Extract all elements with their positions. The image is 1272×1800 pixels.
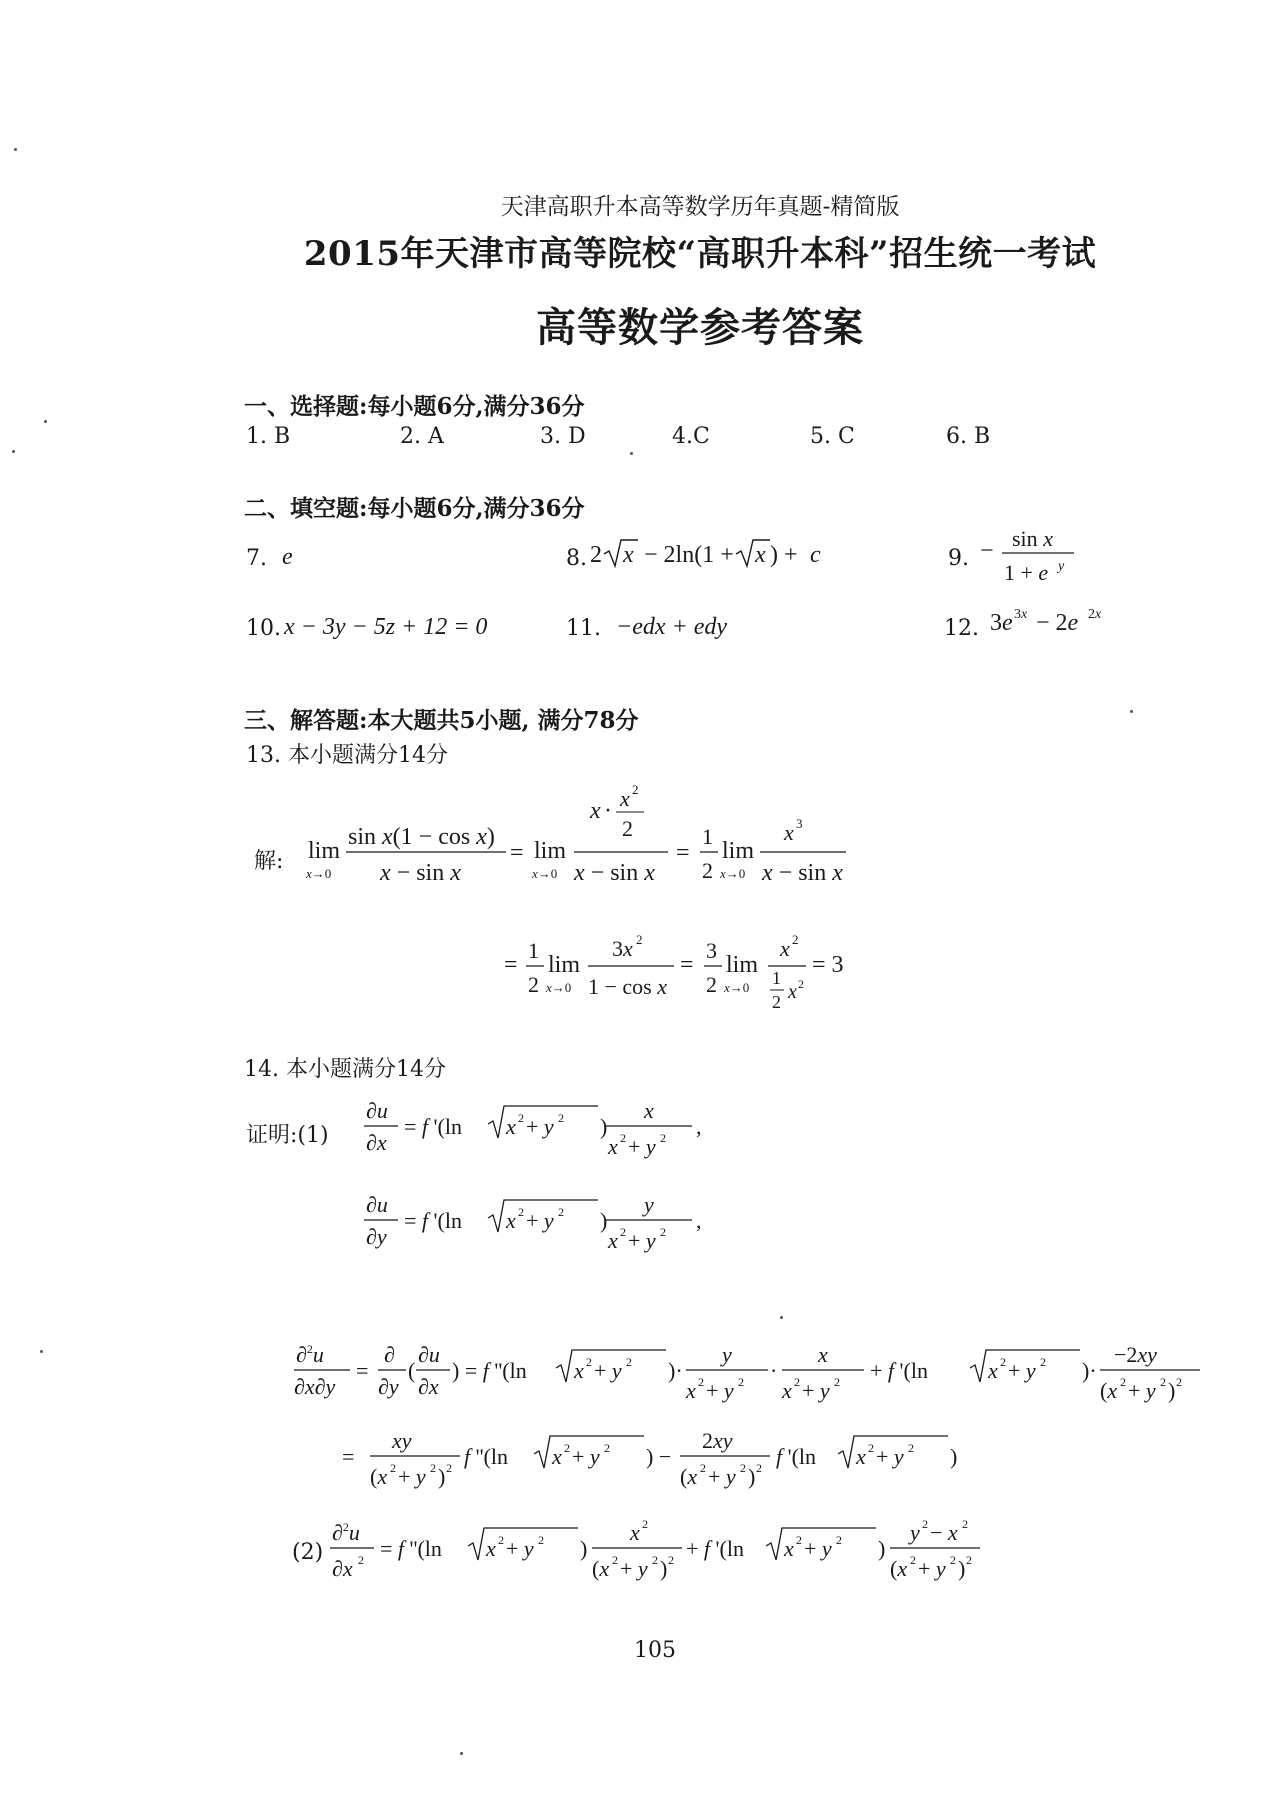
svg-text:+ y: + y — [804, 1536, 832, 1561]
svg-text:x→0: x→0 — [306, 866, 332, 881]
answer-5: 5. C — [810, 424, 855, 449]
svg-text:2: 2 — [586, 1355, 592, 1369]
svg-text:2: 2 — [962, 1517, 968, 1531]
svg-text:,: , — [696, 1208, 702, 1233]
svg-text:2: 2 — [908, 1441, 914, 1455]
svg-text:+ y: + y — [706, 1378, 734, 1403]
svg-text:y: y — [910, 1520, 920, 1545]
svg-text:∂2u: ∂$^2$u — [296, 1342, 324, 1367]
svg-text:2: 2 — [590, 542, 602, 568]
svg-text:1: 1 — [702, 824, 713, 849]
svg-text:x→0: x→0 — [724, 980, 750, 995]
section-heading-choice: 一、选择题:每小题6分,满分36分 — [244, 393, 585, 420]
svg-text:1 − cos x: 1 − cos x — [588, 974, 667, 999]
svg-text:+ y: + y — [506, 1536, 534, 1561]
question-12-number: 12. — [944, 616, 979, 641]
svg-text:= f '(ln: = f '(ln — [404, 1208, 462, 1233]
svg-text:2: 2 — [632, 782, 639, 797]
svg-text:∂x: ∂x — [366, 1130, 387, 1155]
question-14-part2-label: (2) — [292, 1540, 324, 1565]
svg-text:2: 2 — [836, 1533, 842, 1547]
svg-text:x: x — [755, 542, 766, 568]
svg-text:)·: )· — [668, 1358, 683, 1383]
svg-text:∂x∂y: ∂x∂y — [294, 1374, 336, 1399]
svg-text:−2xy: −2xy — [1114, 1342, 1157, 1367]
svg-text:3x: 3x — [612, 936, 633, 961]
page-number: 105 — [634, 1638, 676, 1663]
svg-text:) +: ) + — [770, 542, 798, 568]
svg-text:2: 2 — [950, 1553, 956, 1567]
svg-text:2: 2 — [1160, 1375, 1166, 1389]
question-13-heading: 13. 本小题满分14分 — [246, 743, 448, 768]
svg-text:+ y: + y — [526, 1114, 554, 1139]
svg-text:2: 2 — [446, 1461, 452, 1475]
question-10-number: 10. — [246, 616, 281, 641]
svg-text:+ f '(ln: + f '(ln — [686, 1536, 744, 1561]
question-9-number: 9. — [948, 546, 969, 571]
svg-text:sin x(1 − cos x): sin x(1 − cos x) — [348, 824, 495, 850]
svg-text:∂: ∂ — [384, 1342, 395, 1367]
svg-text:2: 2 — [1000, 1355, 1006, 1369]
scan-speck — [780, 1316, 783, 1319]
svg-text:x − sin x: x − sin x — [762, 860, 843, 886]
svg-text:+ y: + y — [398, 1464, 426, 1489]
svg-text:2: 2 — [702, 858, 713, 883]
svg-text:x: x — [644, 1098, 654, 1123]
answer-12-formula — [988, 600, 1128, 640]
svg-text:): ) — [580, 1536, 588, 1561]
svg-text:2: 2 — [792, 932, 799, 947]
answer-1: 1. B — [246, 424, 291, 449]
svg-text:2: 2 — [796, 1533, 802, 1547]
svg-text:y: y — [644, 1192, 654, 1217]
svg-text:lim: lim — [726, 952, 759, 978]
svg-text:(x: (x — [370, 1464, 388, 1489]
answer-3: 3. D — [540, 424, 586, 449]
svg-text:2: 2 — [660, 1131, 666, 1145]
svg-text:xy: xy — [392, 1428, 412, 1453]
svg-text:): ) — [660, 1556, 668, 1581]
svg-text:+ y: + y — [1008, 1358, 1036, 1383]
svg-text:−: − — [980, 538, 994, 564]
svg-text:y: y — [722, 1342, 732, 1367]
svg-text:x: x — [788, 981, 797, 1003]
svg-text:(x: (x — [890, 1556, 908, 1581]
svg-text:∂u: ∂u — [366, 1192, 388, 1217]
svg-text:2: 2 — [538, 1533, 544, 1547]
svg-text:2: 2 — [626, 1355, 632, 1369]
svg-text:3: 3 — [796, 816, 803, 831]
svg-text:x: x — [486, 1536, 496, 1561]
svg-text:− x: − x — [930, 1520, 958, 1545]
answer-11: −edx + edy — [616, 614, 727, 640]
svg-text:x→0: x→0 — [532, 866, 558, 881]
svg-text:2: 2 — [390, 1461, 396, 1475]
svg-text:x: x — [506, 1208, 516, 1233]
section-heading-solve: 三、解答题:本大题共5小题, 满分78分 — [244, 707, 639, 734]
question-14-proof-label: 证明:(1) — [246, 1123, 329, 1148]
svg-text:= f ''(ln: = f ''(ln — [380, 1536, 442, 1561]
question-7-number: 7. — [246, 546, 267, 571]
svg-text:3x: 3x — [1014, 607, 1028, 622]
scan-speck — [460, 1752, 463, 1755]
svg-text:sin x: sin x — [1012, 526, 1053, 551]
answer-4: 4.C — [672, 424, 710, 449]
svg-text:x: x — [620, 786, 630, 811]
svg-text:∂y: ∂y — [378, 1374, 399, 1399]
scan-speck — [630, 452, 633, 455]
svg-text:·: · — [604, 798, 612, 824]
svg-text:2xy: 2xy — [702, 1428, 733, 1453]
svg-text:x→0: x→0 — [546, 980, 572, 995]
svg-text:∂u: ∂u — [366, 1098, 388, 1123]
svg-text:=: = — [680, 952, 694, 978]
svg-text:): ) — [600, 1208, 608, 1233]
scan-speck — [44, 420, 47, 423]
question-13-formula-line2 — [500, 920, 870, 1030]
svg-text:2: 2 — [668, 1553, 674, 1567]
svg-text:x: x — [780, 936, 790, 961]
svg-text:x: x — [623, 542, 634, 568]
svg-text:∂x: ∂x — [332, 1556, 353, 1581]
svg-text:x − sin x: x − sin x — [380, 860, 461, 886]
svg-text:+ y: + y — [708, 1464, 736, 1489]
answer-7: e — [282, 544, 293, 570]
svg-text:− 2ln(1 +: − 2ln(1 + — [644, 542, 734, 568]
svg-text:∂2u: ∂$^2$u — [332, 1520, 360, 1545]
svg-text:=: = — [356, 1358, 369, 1383]
svg-text:+ y: + y — [802, 1378, 830, 1403]
document-title: 高等数学参考答案 — [536, 304, 864, 351]
svg-text:− 2e: − 2e — [1036, 610, 1079, 636]
svg-text:+ y: + y — [526, 1208, 554, 1233]
svg-text:lim: lim — [534, 838, 567, 864]
svg-text:(x: (x — [680, 1464, 698, 1489]
svg-text:x: x — [552, 1444, 562, 1469]
question-14-second-partial — [330, 1514, 1050, 1594]
svg-text:) = f ''(ln: ) = f ''(ln — [452, 1358, 527, 1383]
question-13-formula-line1 — [298, 780, 858, 890]
svg-text:+ y: + y — [1128, 1378, 1156, 1403]
svg-text:2: 2 — [772, 992, 781, 1012]
scan-speck — [12, 450, 15, 453]
svg-text:+ f '(ln: + f '(ln — [870, 1358, 928, 1383]
scan-speck — [14, 148, 17, 151]
question-8-number: 8. — [566, 546, 587, 571]
svg-text:): ) — [950, 1444, 958, 1469]
svg-text:(: ( — [408, 1358, 416, 1383]
question-11-number: 11. — [566, 616, 601, 641]
svg-text:x: x — [608, 1228, 618, 1253]
svg-text:x→0: x→0 — [720, 866, 746, 881]
svg-text:·: · — [770, 1358, 778, 1383]
svg-text:): ) — [600, 1114, 608, 1139]
svg-text:2: 2 — [564, 1441, 570, 1455]
svg-text:f '(ln: f '(ln — [776, 1444, 817, 1469]
svg-text:f ''(ln: f ''(ln — [464, 1444, 508, 1469]
svg-text:2: 2 — [430, 1461, 436, 1475]
svg-text:lim: lim — [722, 838, 755, 864]
svg-text:+ y: + y — [594, 1358, 622, 1383]
svg-text:+ y: + y — [620, 1556, 648, 1581]
question-14-mixed-partial-line2 — [340, 1422, 1020, 1502]
svg-text:2: 2 — [910, 1553, 916, 1567]
svg-text:+ y: + y — [628, 1134, 656, 1159]
svg-text:2: 2 — [706, 972, 717, 997]
svg-text:=: = — [504, 952, 518, 978]
svg-text:=: = — [510, 840, 524, 866]
svg-text:)·: )· — [1082, 1358, 1097, 1383]
svg-text:2: 2 — [642, 1517, 648, 1531]
svg-text:): ) — [958, 1556, 966, 1581]
svg-text:2: 2 — [740, 1461, 746, 1475]
svg-text:3e: 3e — [990, 610, 1013, 636]
svg-text:,: , — [696, 1114, 702, 1139]
svg-text:1 + e: 1 + e — [1004, 560, 1049, 585]
svg-text:x: x — [784, 1536, 794, 1561]
svg-text:1: 1 — [772, 968, 781, 988]
svg-text:): ) — [438, 1464, 446, 1489]
svg-text:1: 1 — [528, 938, 539, 963]
svg-text:= f '(ln: = f '(ln — [404, 1114, 462, 1139]
answer-6: 6. B — [946, 424, 991, 449]
answer-8-formula — [586, 532, 846, 576]
svg-text:=: = — [342, 1444, 355, 1469]
svg-text:2: 2 — [966, 1553, 972, 1567]
svg-text:c: c — [810, 542, 821, 568]
svg-text:2: 2 — [620, 1131, 626, 1145]
scan-speck — [1130, 710, 1133, 713]
scan-speck — [40, 1350, 43, 1353]
svg-text:3: 3 — [706, 938, 717, 963]
svg-text:2: 2 — [660, 1225, 666, 1239]
svg-text:2: 2 — [756, 1461, 762, 1475]
svg-text:+ y: + y — [572, 1444, 600, 1469]
svg-text:2x: 2x — [1088, 607, 1102, 622]
svg-text:x: x — [988, 1358, 998, 1383]
question-14-du-dx — [362, 1092, 712, 1172]
svg-text:2: 2 — [698, 1375, 704, 1389]
question-13-solution-label: 解: — [254, 849, 284, 874]
svg-text:2: 2 — [612, 1553, 618, 1567]
svg-text:2: 2 — [794, 1375, 800, 1389]
svg-text:2: 2 — [358, 1553, 364, 1567]
svg-text:+ y: + y — [918, 1556, 946, 1581]
series-title: 天津高职升本高等数学历年真题-精简版 — [500, 194, 900, 220]
question-14-heading: 14. 本小题满分14分 — [244, 1057, 446, 1082]
svg-text:): ) — [748, 1464, 756, 1489]
svg-text:2: 2 — [700, 1461, 706, 1475]
svg-text:x: x — [608, 1134, 618, 1159]
svg-text:) −: ) − — [646, 1444, 672, 1469]
svg-text:x − sin x: x − sin x — [574, 860, 655, 886]
svg-text:x: x — [818, 1342, 828, 1367]
svg-text:2: 2 — [558, 1111, 564, 1125]
svg-text:y: y — [1058, 559, 1065, 574]
svg-text:lim: lim — [548, 952, 581, 978]
svg-text:): ) — [878, 1536, 886, 1561]
svg-text:(x: (x — [592, 1556, 610, 1581]
svg-text:2: 2 — [1176, 1375, 1182, 1389]
svg-text:2: 2 — [622, 816, 633, 841]
question-14-mixed-partial-line1 — [294, 1336, 1214, 1416]
svg-text:2: 2 — [518, 1205, 524, 1219]
exam-title: 2015年天津市高等院校“高职升本科”招生统一考试 — [303, 234, 1097, 274]
svg-text:= 3: = 3 — [812, 952, 844, 978]
svg-text:x: x — [686, 1378, 696, 1403]
svg-text:2: 2 — [636, 932, 643, 947]
svg-text:2: 2 — [498, 1533, 504, 1547]
svg-text:2: 2 — [922, 1517, 928, 1531]
svg-text:x: x — [590, 798, 601, 824]
svg-text:∂y: ∂y — [366, 1224, 387, 1249]
answer-10: x − 3y − 5z + 12 = 0 — [284, 614, 488, 640]
svg-text:2: 2 — [518, 1111, 524, 1125]
svg-text:2: 2 — [558, 1205, 564, 1219]
svg-text:2: 2 — [528, 972, 539, 997]
svg-text:2: 2 — [1040, 1355, 1046, 1369]
svg-text:lim: lim — [308, 838, 341, 864]
svg-text:=: = — [676, 840, 690, 866]
svg-text:2: 2 — [604, 1441, 610, 1455]
svg-text:2: 2 — [798, 977, 804, 991]
svg-text:+ y: + y — [628, 1228, 656, 1253]
svg-text:(x: (x — [1100, 1378, 1118, 1403]
svg-text:): ) — [1168, 1378, 1176, 1403]
svg-text:2: 2 — [834, 1375, 840, 1389]
svg-text:∂u: ∂u — [418, 1342, 440, 1367]
svg-text:∂x: ∂x — [418, 1374, 439, 1399]
svg-text:2: 2 — [738, 1375, 744, 1389]
section-heading-fill: 二、填空题:每小题6分,满分36分 — [244, 495, 585, 522]
svg-text:x: x — [630, 1520, 640, 1545]
svg-text:x: x — [784, 820, 794, 845]
svg-text:x: x — [574, 1358, 584, 1383]
answer-2: 2. A — [400, 424, 444, 449]
question-14-du-dy — [362, 1186, 712, 1266]
svg-text:2: 2 — [652, 1553, 658, 1567]
svg-text:x: x — [506, 1114, 516, 1139]
svg-text:x: x — [856, 1444, 866, 1469]
svg-text:2: 2 — [620, 1225, 626, 1239]
svg-text:2: 2 — [1120, 1375, 1126, 1389]
svg-text:2: 2 — [868, 1441, 874, 1455]
svg-text:+ y: + y — [876, 1444, 904, 1469]
answer-9-formula — [978, 520, 1088, 596]
svg-text:x: x — [782, 1378, 792, 1403]
